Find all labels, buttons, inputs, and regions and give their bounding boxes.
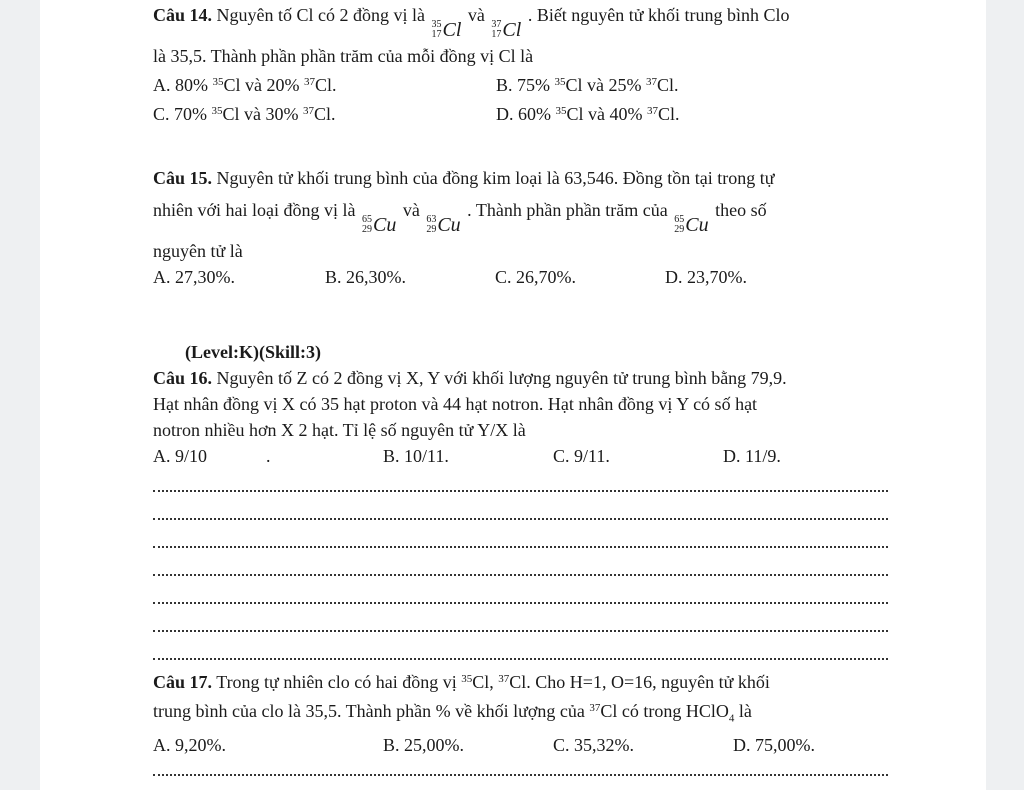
q17-option-b[interactable]: B. 25,00%.: [383, 734, 464, 755]
q16-option-d[interactable]: D. 11/9.: [723, 446, 781, 466]
q14-line-1: [153, 2, 790, 43]
answer-line[interactable]: [153, 504, 888, 520]
isotope-cl35: [432, 17, 462, 43]
q17-options: [153, 732, 888, 758]
mass-number: 35: [554, 76, 566, 88]
isotope-symbol: Cu: [437, 214, 461, 236]
option-text: C. 70%: [153, 104, 207, 124]
option-text: Cl và 20%: [223, 75, 300, 95]
q16-option-a[interactable]: A. 9/10: [153, 446, 207, 466]
q16-option-b[interactable]: B. 10/11.: [383, 446, 449, 466]
q14-option-a[interactable]: [153, 69, 496, 98]
question-16: [153, 339, 787, 469]
mass-number: 35: [461, 673, 473, 685]
isotope-atomic: 29: [426, 224, 437, 235]
isotope-atomic: 17: [431, 29, 442, 40]
answer-lines: [153, 476, 888, 672]
question-14: [153, 2, 790, 127]
mass-number: 37: [646, 76, 657, 88]
q15-option-a[interactable]: A. 27,30%.: [153, 267, 235, 287]
answer-line[interactable]: [153, 560, 888, 576]
q15-options: [153, 264, 774, 290]
answer-line[interactable]: [153, 616, 888, 632]
mass-number: 35: [211, 105, 223, 117]
answer-line[interactable]: [153, 532, 888, 548]
q16-option-c[interactable]: C. 9/11.: [553, 446, 610, 466]
isotope-mass: 63: [426, 214, 437, 225]
q17-option-c[interactable]: C. 35,32%.: [553, 734, 634, 755]
mass-number: 35: [555, 105, 567, 117]
q15-conj: và: [402, 200, 420, 220]
isotope-mass: 37: [491, 19, 502, 30]
isotope-mass: 35: [431, 19, 442, 30]
document-page: [40, 0, 986, 790]
q15-text-a: nhiên với hai loại đồng vị là: [153, 200, 356, 220]
q15-text-c: theo số: [715, 200, 767, 220]
isotope-atomic: 17: [491, 29, 502, 40]
q14-conj: và: [467, 5, 485, 25]
q17-option-d[interactable]: D. 75,00%.: [733, 734, 815, 755]
answer-line[interactable]: [153, 760, 888, 776]
mass-number: 37: [589, 702, 601, 714]
q15-line-3: nguyên tử là: [153, 241, 243, 261]
option-text: Cl và 40%: [566, 104, 643, 124]
q17-line-2-c: là: [738, 701, 752, 721]
q14-option-b[interactable]: [496, 69, 679, 98]
option-text: Cl.: [315, 75, 337, 95]
isotope-cu65: [674, 212, 708, 238]
q16-line-1: [153, 365, 787, 391]
isotope-symbol: Cu: [372, 214, 397, 236]
q15-label: Câu 15.: [153, 168, 213, 188]
mass-number: 37: [498, 673, 510, 685]
isotope-atomic: 29: [674, 224, 685, 235]
answer-line[interactable]: [153, 644, 888, 660]
level-skill-tag: (Level:K)(Skill:3): [185, 342, 321, 362]
answer-line[interactable]: [153, 476, 888, 492]
q14-options-row-2: [153, 98, 790, 127]
option-text: Cl và 25%: [565, 75, 642, 95]
mass-number: 37: [304, 76, 315, 88]
option-text: A. 80%: [153, 75, 208, 95]
q15-line-1-text: Nguyên tử khối trung bình của đồng kim loại là 63,546. Đồng tồn tại trong tự: [216, 168, 775, 188]
q14-options-row-1: [153, 69, 790, 98]
isotope-cu63: [426, 212, 460, 238]
q17-line-2-a: trung bình của clo là 35,5. Thành phần % về khối lượng của: [153, 701, 585, 721]
isotope-symbol: Cl: [442, 19, 462, 41]
q17-line-2: [153, 695, 888, 732]
q15-line-2: [153, 197, 774, 238]
q17-label: Câu 17.: [153, 672, 213, 692]
option-text: B. 75%: [496, 75, 550, 95]
option-text: Cl.: [314, 104, 336, 124]
q17-line-1-a: Trong tự nhiên clo có hai đồng vị: [216, 672, 457, 692]
subscript-4: 4: [728, 712, 735, 725]
answer-line[interactable]: [153, 588, 888, 604]
question-17: [153, 666, 888, 788]
q16-line-3: notron nhiều hơn X 2 hạt. Tỉ lệ số nguyên tử Y/X là: [153, 420, 526, 440]
isotope-cu65: [362, 212, 396, 238]
q15-line-1: [153, 165, 774, 191]
isotope-symbol: Cu: [685, 214, 709, 236]
q14-text-b: . Biết nguyên tử khối trung bình Clo: [527, 5, 790, 25]
q17-option-a[interactable]: A. 9,20%.: [153, 734, 226, 755]
q14-option-c[interactable]: [153, 98, 496, 127]
mass-number: 37: [303, 105, 314, 117]
q16-line-1-text: Nguyên tố Z có 2 đồng vị X, Y với khối lượng nguyên tử trung bình bằng 79,9.: [216, 368, 787, 388]
option-text: Cl và 30%: [222, 104, 299, 124]
question-15: [153, 165, 774, 290]
q15-option-c[interactable]: C. 26,70%.: [495, 267, 576, 287]
q14-line-2: là 35,5. Thành phần phần trăm của mỗi đồng vị Cl là: [153, 46, 534, 66]
isotope-atomic: 29: [361, 224, 372, 235]
option-text: Cl.: [658, 104, 680, 124]
q16-label: Câu 16.: [153, 368, 213, 388]
q16-options: [153, 443, 787, 469]
q15-option-d[interactable]: D. 23,70%.: [665, 267, 747, 287]
q15-option-b[interactable]: B. 26,30%.: [325, 267, 406, 287]
q16-line-2: Hạt nhân đồng vị X có 35 hạt proton và 44 hạt notron. Hạt nhân đồng vị Y có số hạt: [153, 394, 758, 414]
option-text: Cl.: [657, 75, 679, 95]
mass-number: 35: [212, 76, 224, 88]
q17-line-1-c: Cl. Cho H=1, O=16, nguyên tử khối: [509, 672, 770, 692]
isotope-cl37: [491, 17, 521, 43]
q17-line-2-b: Cl có trong HClO: [600, 701, 729, 721]
isotope-mass: 65: [361, 214, 372, 225]
q15-text-b: . Thành phần phần trăm của: [467, 200, 668, 220]
q16-stray-dot: .: [266, 446, 271, 466]
isotope-mass: 65: [674, 214, 685, 225]
mass-number: 37: [647, 105, 658, 117]
q14-option-d[interactable]: [496, 98, 680, 127]
isotope-symbol: Cl: [502, 19, 522, 41]
q17-line-1-b: Cl,: [472, 672, 494, 692]
q14-text-a: Nguyên tố Cl có 2 đồng vị là: [216, 5, 425, 25]
option-text: D. 60%: [496, 104, 551, 124]
q17-line-1: [153, 666, 888, 695]
q14-label: Câu 14.: [153, 5, 213, 25]
